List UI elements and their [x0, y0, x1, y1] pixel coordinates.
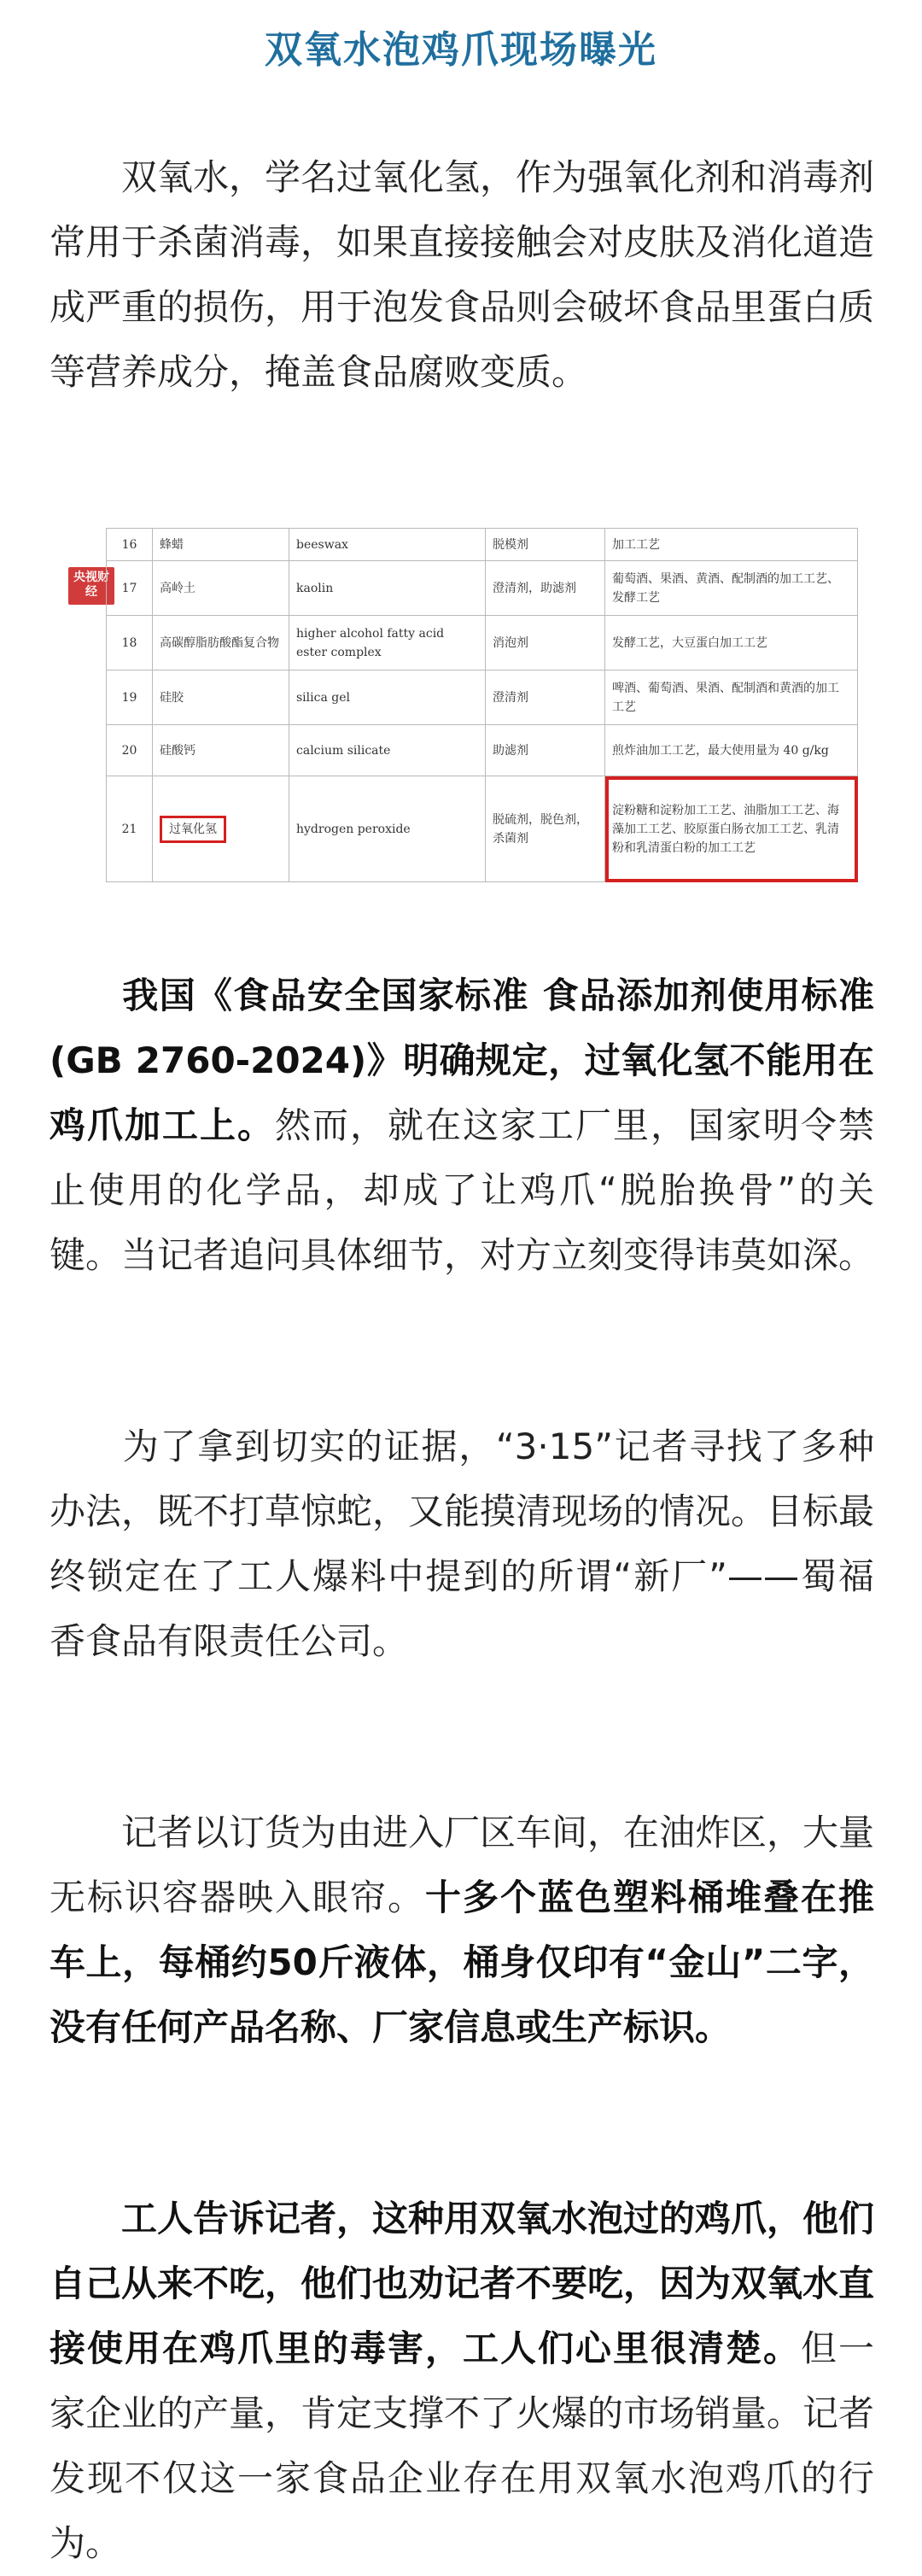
paragraph-investigation — [50, 1414, 874, 1674]
additive-english-name: calcium silicate — [289, 725, 486, 776]
row-number: 21 — [107, 776, 153, 882]
paragraph-workers-text: 但一家企业的产量，肯定支撑不了火爆的市场销量。记者发现不仅这一家食品企业存在用双氧水泡鸡爪的行为。 — [50, 2327, 875, 2564]
additive-function: 脱硫剂，脱色剂，杀菌剂 — [486, 776, 605, 882]
usage-scope: 发酵工艺，大豆蛋白加工工艺 — [605, 616, 858, 670]
regulation-table-image — [55, 528, 867, 885]
paragraph-workshop-text: 记者以订货为由进入厂区车间，在油炸区，大量无标识容器映入眼帘。 — [50, 1812, 875, 1918]
additive-english-name: silica gel — [289, 670, 486, 725]
paragraph-intro-text: 双氧水，学名过氧化氢，作为强氧化剂和消毒剂常用于杀菌消毒，如果直接接触会对皮肤及消化道造成严重的损伤，用于泡发食品则会破坏食品里蛋白质等营养成分，掩盖食品腐败变质。 — [50, 156, 875, 393]
row-number: 16 — [107, 529, 153, 561]
additive-standard-table — [106, 528, 858, 882]
additive-name: 高岭土 — [153, 561, 289, 616]
usage-scope: 啤酒、葡萄酒、果酒、配制酒和黄酒的加工工艺 — [605, 670, 858, 725]
article-title: 双氧水泡鸡爪现场曝光 — [265, 28, 657, 72]
additive-english-name: beeswax — [289, 529, 486, 561]
additive-function: 澄清剂，助滤剂 — [486, 561, 605, 616]
additive-function: 助滤剂 — [486, 725, 605, 776]
paragraph-standard — [50, 963, 874, 1288]
additive-name: 蜂蜡 — [153, 529, 289, 561]
additive-function: 脱模剂 — [486, 529, 605, 561]
additive-function: 澄清剂 — [486, 670, 605, 725]
table-row — [107, 561, 858, 616]
usage-scope: 葡萄酒、果酒、黄酒、配制酒的加工工艺、发酵工艺 — [605, 561, 858, 616]
table-row-highlighted — [107, 776, 858, 882]
additive-english-name: higher alcohol fatty acid ester complex — [289, 616, 486, 670]
additive-name: 高碳醇脂肪酸酯复合物 — [153, 616, 289, 670]
paragraph-workers — [50, 2187, 874, 2576]
highlighted-usage-scope: 淀粉糖和淀粉加工工艺、油脂加工工艺、海藻加工工艺、胶原蛋白肠衣加工工艺、乳清粉和乳清蛋白粉的加工工艺 — [605, 776, 858, 882]
table-row — [107, 529, 858, 561]
table-row — [107, 616, 858, 670]
row-number: 20 — [107, 725, 153, 776]
row-number: 19 — [107, 670, 153, 725]
paragraph-investigation-text: 为了拿到切实的证据，“3·15”记者寻找了多种办法，既不打草惊蛇，又能摸清现场的情况。目标最终锁定在了工人爆料中提到的所谓“新厂”——蜀福香食品有限责任公司。 — [50, 1426, 875, 1662]
paragraph-standard-text: 然而，就在这家工厂里，国家明令禁止使用的化学品，却成了让鸡爪“脱胎换骨”的关键。当记者追问具体细节，对方立刻变得讳莫如深。 — [50, 1104, 875, 1276]
additive-name: 硅酸钙 — [153, 725, 289, 776]
additive-english-name: kaolin — [289, 561, 486, 616]
additive-english-name: hydrogen peroxide — [289, 776, 486, 882]
table-row — [107, 725, 858, 776]
table-row — [107, 670, 858, 725]
cctv-finance-logo: 央视财经 — [68, 567, 114, 605]
highlighted-additive-name: 过氧化氢 — [160, 816, 226, 843]
paragraph-intro — [50, 145, 874, 405]
paragraph-standard-bold: 我国《食品安全国家标准 食品添加剂使用标准(GB 2760-2024)》明确规定，过氧化氢不能用在鸡爪加工上。 — [50, 975, 874, 1146]
row-number: 17 — [107, 561, 153, 616]
usage-scope: 加工工艺 — [605, 529, 858, 561]
paragraph-workshop — [50, 1800, 874, 2060]
paragraph-workers-bold: 工人告诉记者，这种用双氧水泡过的鸡爪，他们自己从来不吃，他们也劝记者不要吃，因为双氧水直接使用在鸡爪里的毒害，工人们心里很清楚。 — [50, 2198, 875, 2369]
usage-scope: 煎炸油加工工艺，最大使用量为 40 g/kg — [605, 725, 858, 776]
additive-function: 消泡剂 — [486, 616, 605, 670]
paragraph-workshop-bold: 十多个蓝色塑料桶堆叠在推车上，每桶约50斤液体，桶身仅印有“金山”二字，没有任何产品名称、厂家信息或生产标识。 — [50, 1876, 874, 2048]
additive-name-cell — [153, 776, 289, 882]
row-number: 18 — [107, 616, 153, 670]
additive-name: 硅胶 — [153, 670, 289, 725]
